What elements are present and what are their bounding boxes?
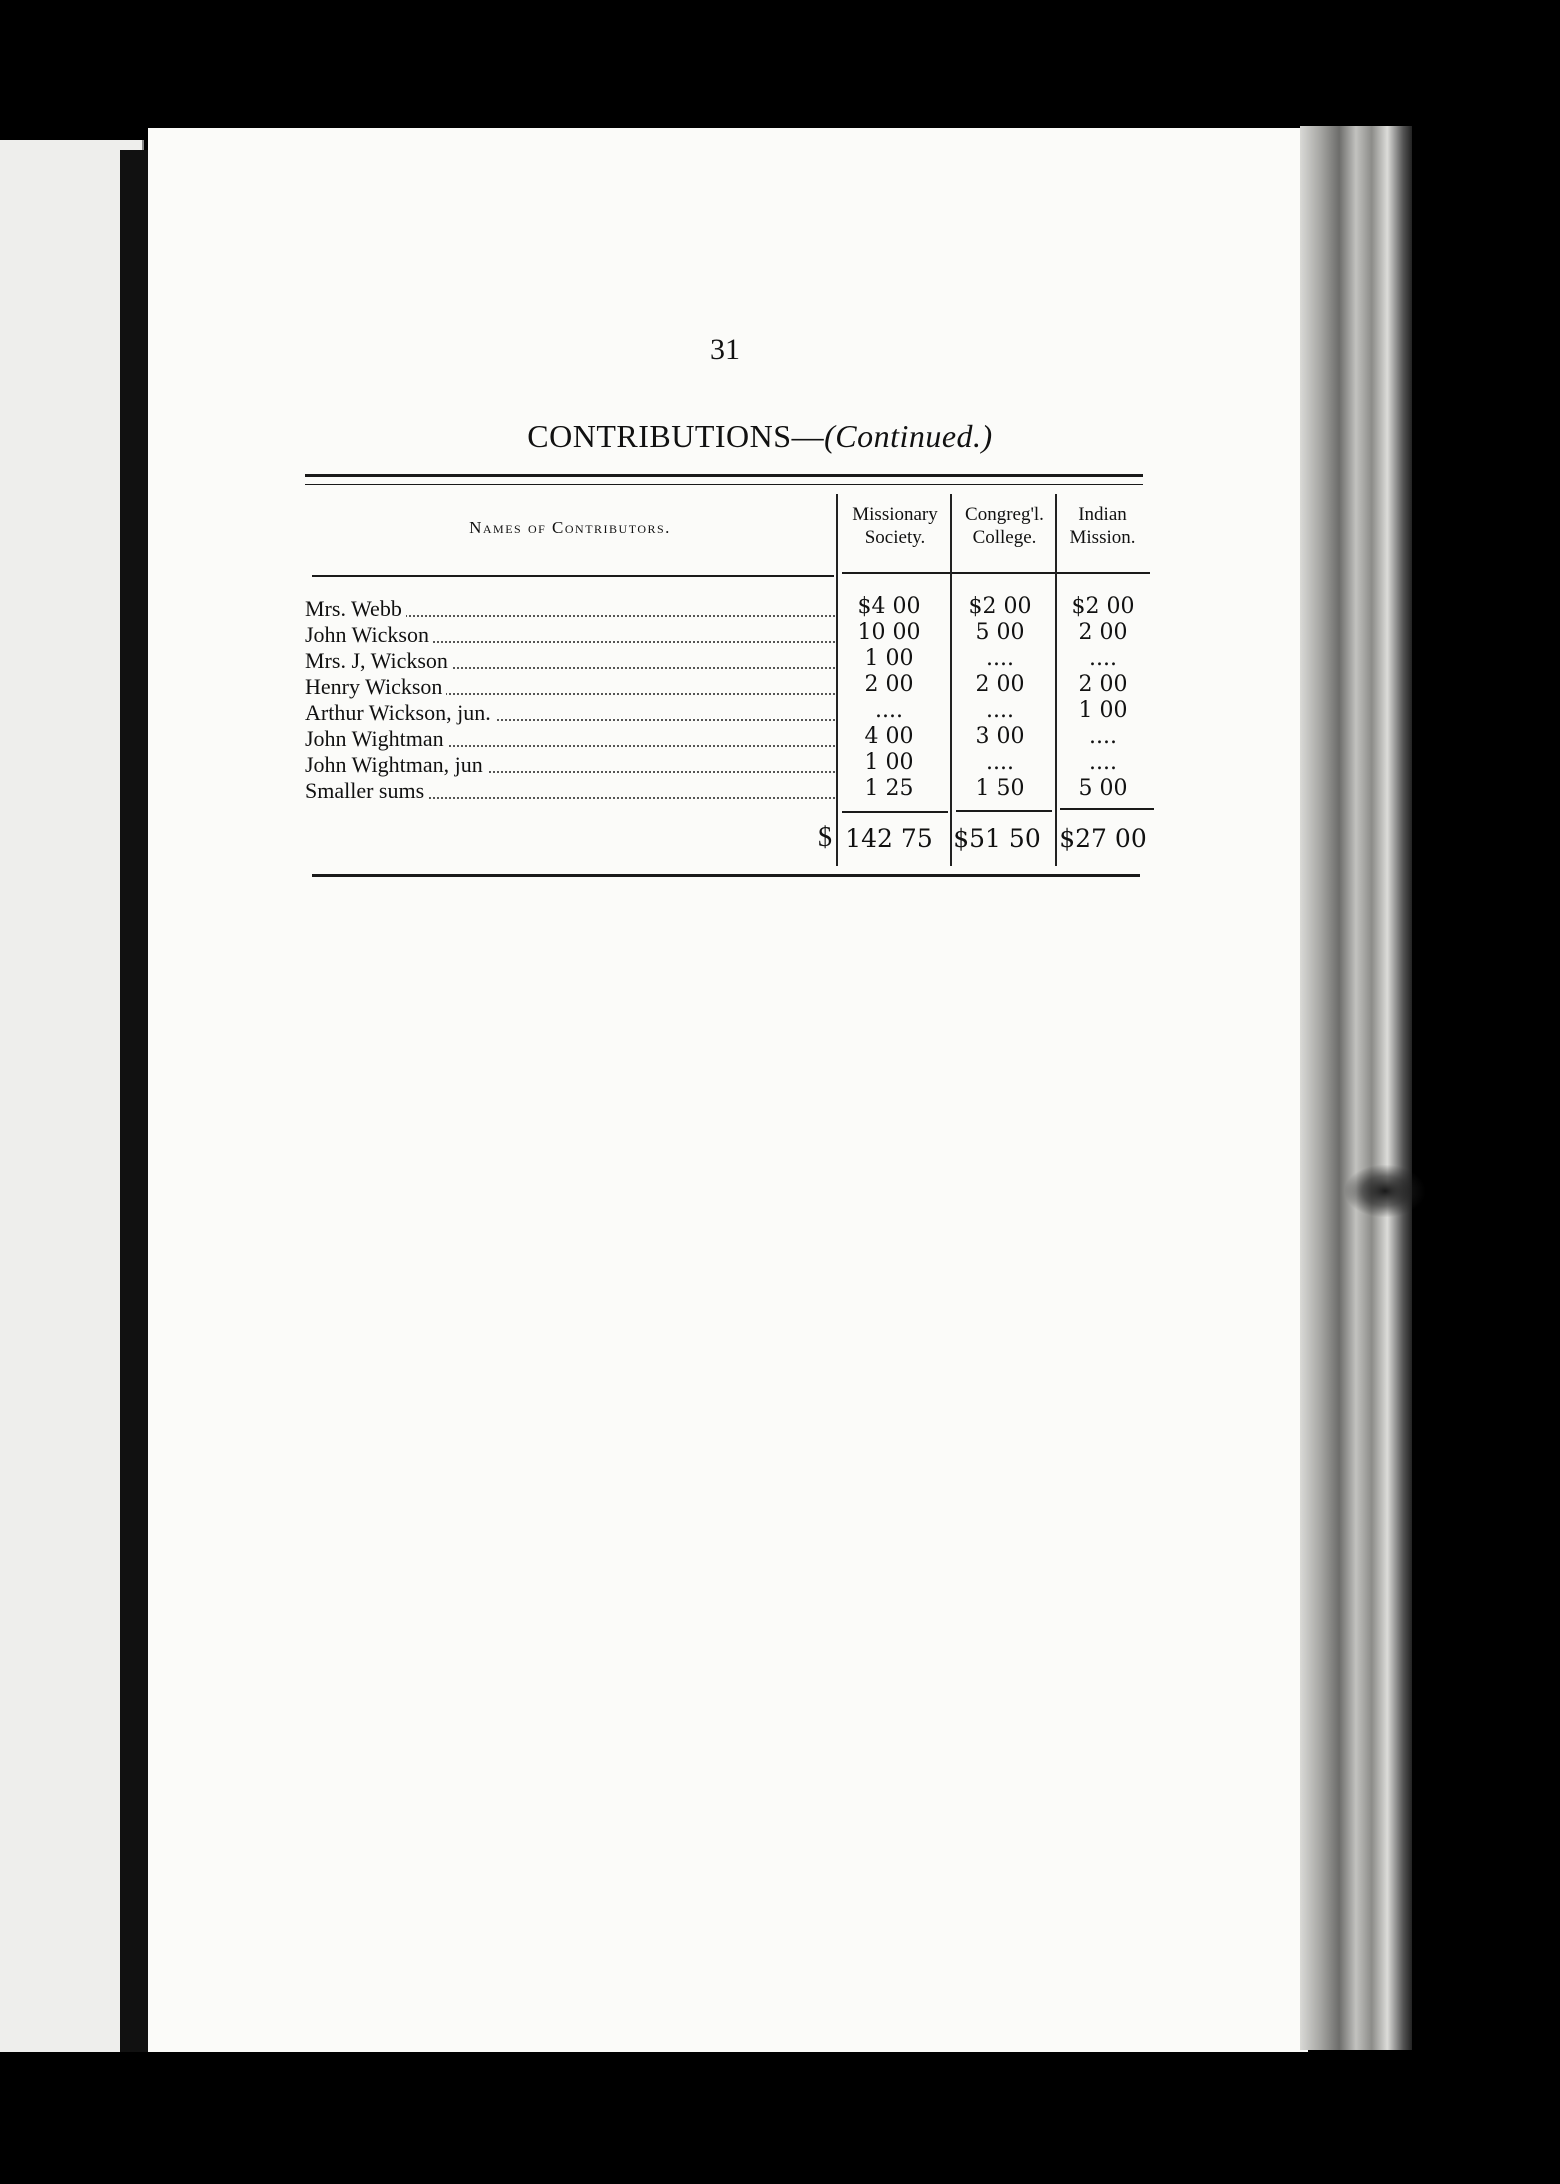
column-header-college <box>952 503 1057 549</box>
sum-rule <box>1060 808 1154 810</box>
column-header-line: College. <box>972 527 1037 548</box>
indian-mission-value: $2 00 <box>1071 594 1135 619</box>
header-underline-columns <box>842 572 1150 574</box>
indian-mission-value: 1 00 <box>1078 698 1128 723</box>
header-underline-names <box>312 575 834 577</box>
indian-mission-value: 5 00 <box>1078 776 1128 801</box>
missionary-value: 2 00 <box>864 672 914 697</box>
page-heading <box>440 418 1080 455</box>
column-header-line: Missionary <box>852 504 938 525</box>
total-college: $51 50 <box>953 824 1041 853</box>
page <box>148 128 1308 2052</box>
contributor-name: Mrs. Webb <box>305 596 835 622</box>
column-header-missionary <box>835 503 955 549</box>
missionary-value: 4 00 <box>864 724 914 749</box>
missionary-value: .... <box>875 698 903 723</box>
total-dollar-sign: $ <box>818 822 832 853</box>
indian-mission-value: .... <box>1089 646 1117 671</box>
total-missionary: 142 75 <box>845 824 933 853</box>
sum-rule <box>842 811 948 813</box>
college-value: 1 50 <box>975 776 1025 801</box>
missionary-value: $4 00 <box>857 594 921 619</box>
column-header-line: Society. <box>864 527 926 548</box>
missionary-value: 1 00 <box>864 646 914 671</box>
table-top-rule <box>305 474 1143 477</box>
column-header-line: Mission. <box>1069 527 1136 548</box>
page-number: 31 <box>710 333 740 366</box>
college-value: .... <box>986 750 1014 775</box>
contributor-name: Mrs. J, Wickson <box>305 648 835 674</box>
table-bottom-rule <box>312 874 1140 877</box>
college-value: .... <box>986 698 1014 723</box>
column-header-line: Indian <box>1078 504 1127 525</box>
college-value: 2 00 <box>975 672 1025 697</box>
contributor-name: Smaller sums <box>305 778 835 804</box>
indian-mission-value: 2 00 <box>1078 620 1128 645</box>
college-value: 5 00 <box>975 620 1025 645</box>
heading-continued: (Continued.) <box>824 418 993 454</box>
names-column-header: Names of Contributors. <box>469 518 671 537</box>
heading-title: CONTRIBUTIONS— <box>527 418 825 454</box>
thumb-smudge <box>1345 1165 1425 1217</box>
contributor-name: John Wightman <box>305 726 835 752</box>
column-header-indian-mission <box>1055 503 1150 549</box>
college-value: $2 00 <box>968 594 1032 619</box>
page-edges <box>1300 126 1412 2050</box>
college-value: .... <box>986 646 1014 671</box>
indian-mission-value: .... <box>1089 750 1117 775</box>
indian-mission-value: .... <box>1089 724 1117 749</box>
indian-mission-value: 2 00 <box>1078 672 1128 697</box>
contributor-name: Henry Wickson <box>305 674 835 700</box>
sum-rule <box>956 810 1052 812</box>
missionary-value: 1 00 <box>864 750 914 775</box>
missionary-value: 10 00 <box>857 620 921 645</box>
total-indian-mission: $27 00 <box>1059 824 1147 853</box>
column-header-line: Congreg'l. <box>965 504 1044 525</box>
contributor-name: John Wightman, jun <box>305 752 835 778</box>
college-value: 3 00 <box>975 724 1025 749</box>
contributor-name: Arthur Wickson, jun. <box>305 700 835 726</box>
table-top-rule-thin <box>305 484 1143 485</box>
contributor-name: John Wickson <box>305 622 835 648</box>
missionary-value: 1 25 <box>864 776 914 801</box>
